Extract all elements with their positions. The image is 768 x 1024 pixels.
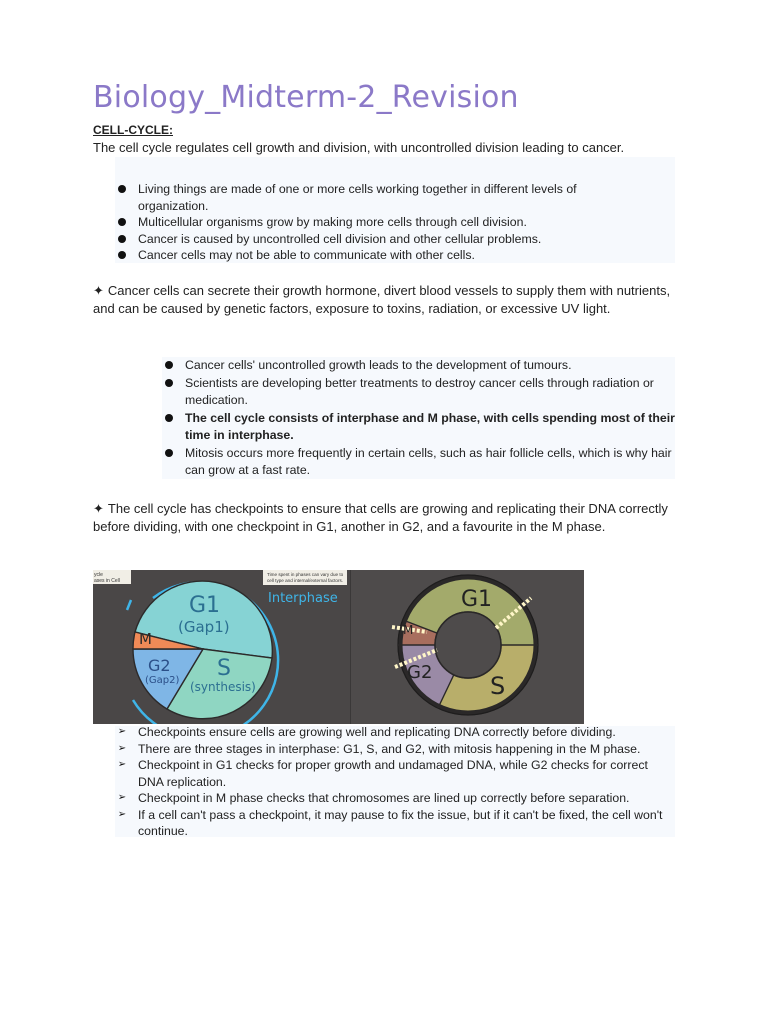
section-heading: CELL-CYCLE:	[93, 123, 173, 137]
list-item: ➢ Checkpoint in M phase checks that chromosomes are lined up correctly before separation.	[115, 790, 675, 807]
list-item: ➢ Checkpoint in G1 checks for proper growth and undamaged DNA, while G2 checks for correct DNA replication.	[115, 757, 675, 790]
note-line-2: cell type and internal/external factors.	[267, 578, 344, 583]
bullet-dot-icon	[118, 185, 126, 193]
bullet-dot-icon	[118, 235, 126, 243]
list-item: The cell cycle consists of interphase and M phase, with cells spending most of their time in interphase.	[162, 410, 675, 445]
corner-label-bottom: ases in Cell	[94, 578, 120, 584]
g2-sub-label: (Gap2)	[145, 675, 180, 686]
arrow-bullet-icon: ➢	[117, 792, 127, 803]
bullet-dot-icon	[165, 379, 173, 387]
bullet-list-2	[162, 357, 675, 480]
checkpoint-paragraph: ✦ The cell cycle has checkpoints to ensure that cells are growing and replicating their DNA correctly before dividing, with one checkpoint in G1, another in G2, and a favourite in the M phase.	[93, 501, 668, 534]
bullet-dot-icon	[118, 218, 126, 226]
star-icon: ✦	[93, 501, 104, 516]
bullet-list-1	[115, 181, 615, 264]
s-label: S	[217, 656, 231, 681]
ring-g2-label: G2	[407, 662, 433, 683]
s-sub-label: (synthesis)	[190, 680, 256, 694]
bullet-dot-icon	[165, 449, 173, 457]
bullet-dot-icon	[165, 361, 173, 369]
cancer-paragraph: ✦ Cancer cells can secrete their growth hormone, divert blood vessels to supply them with nutrients, and can be caused by genetic factors, exposure to toxins, radiation, or excessive UV light.	[93, 283, 671, 316]
arrow-bullet-icon: ➢	[117, 759, 127, 770]
ring-s-label: S	[490, 672, 506, 700]
g1-label: G1	[189, 593, 221, 618]
list-item: Cancer cells' uncontrolled growth leads to the development of tumours.	[162, 357, 675, 375]
g2-label: G2	[148, 656, 171, 675]
page-title: Biology_Midterm-2_Revision	[93, 80, 519, 115]
ring-m-label: M	[403, 623, 414, 637]
bullet-dot-icon	[118, 251, 126, 259]
g1-sub-label: (Gap1)	[178, 618, 230, 636]
arrow-bullet-icon: ➢	[117, 808, 127, 820]
list-item: Cancer cells may not be able to communicate with other cells.	[115, 247, 615, 264]
list-item: Scientists are developing better treatments to destroy cancer cells through radiation or medication.	[162, 375, 675, 410]
arrow-list-3	[115, 724, 675, 840]
list-item: Multicellular organisms grow by making more cells through cell division.	[115, 214, 615, 231]
list-item: ➢ Checkpoints ensure cells are growing well and replicating DNA correctly before dividing.	[115, 724, 675, 741]
corner-label-top: ycle	[94, 572, 103, 578]
list-item: Cancer is caused by uncontrolled cell division and other cellular problems.	[115, 231, 615, 248]
cell-cycle-figure	[93, 570, 584, 724]
bullet-dot-icon	[165, 414, 173, 422]
list-item: Living things are made of one or more cells working together in different levels of organization.	[115, 181, 615, 214]
list-item: ➢ If a cell can't pass a checkpoint, it may pause to fix the issue, but if it can't be fixed, the cell won't continue.	[115, 807, 675, 840]
list-item: Mitosis occurs more frequently in certain cells, such as hair follicle cells, which is why hair can grow at a fast rate.	[162, 445, 675, 480]
arrow-bullet-icon: ➢	[117, 726, 127, 737]
cell-cycle-diagram	[93, 570, 584, 724]
m-label: M	[139, 630, 152, 648]
ring-g1-label: G1	[461, 587, 493, 612]
star-icon: ✦	[93, 283, 104, 298]
list-item: ➢ There are three stages in interphase: G1, S, and G2, with mitosis happening in the M phase.	[115, 741, 675, 758]
interphase-label: Interphase	[268, 591, 338, 606]
note-line-1: Time spent in phases can vary due to	[267, 572, 344, 577]
arrow-bullet-icon: ➢	[117, 742, 127, 754]
intro-paragraph: The cell cycle regulates cell growth and division, with uncontrolled division leading to cancer.	[93, 140, 625, 155]
